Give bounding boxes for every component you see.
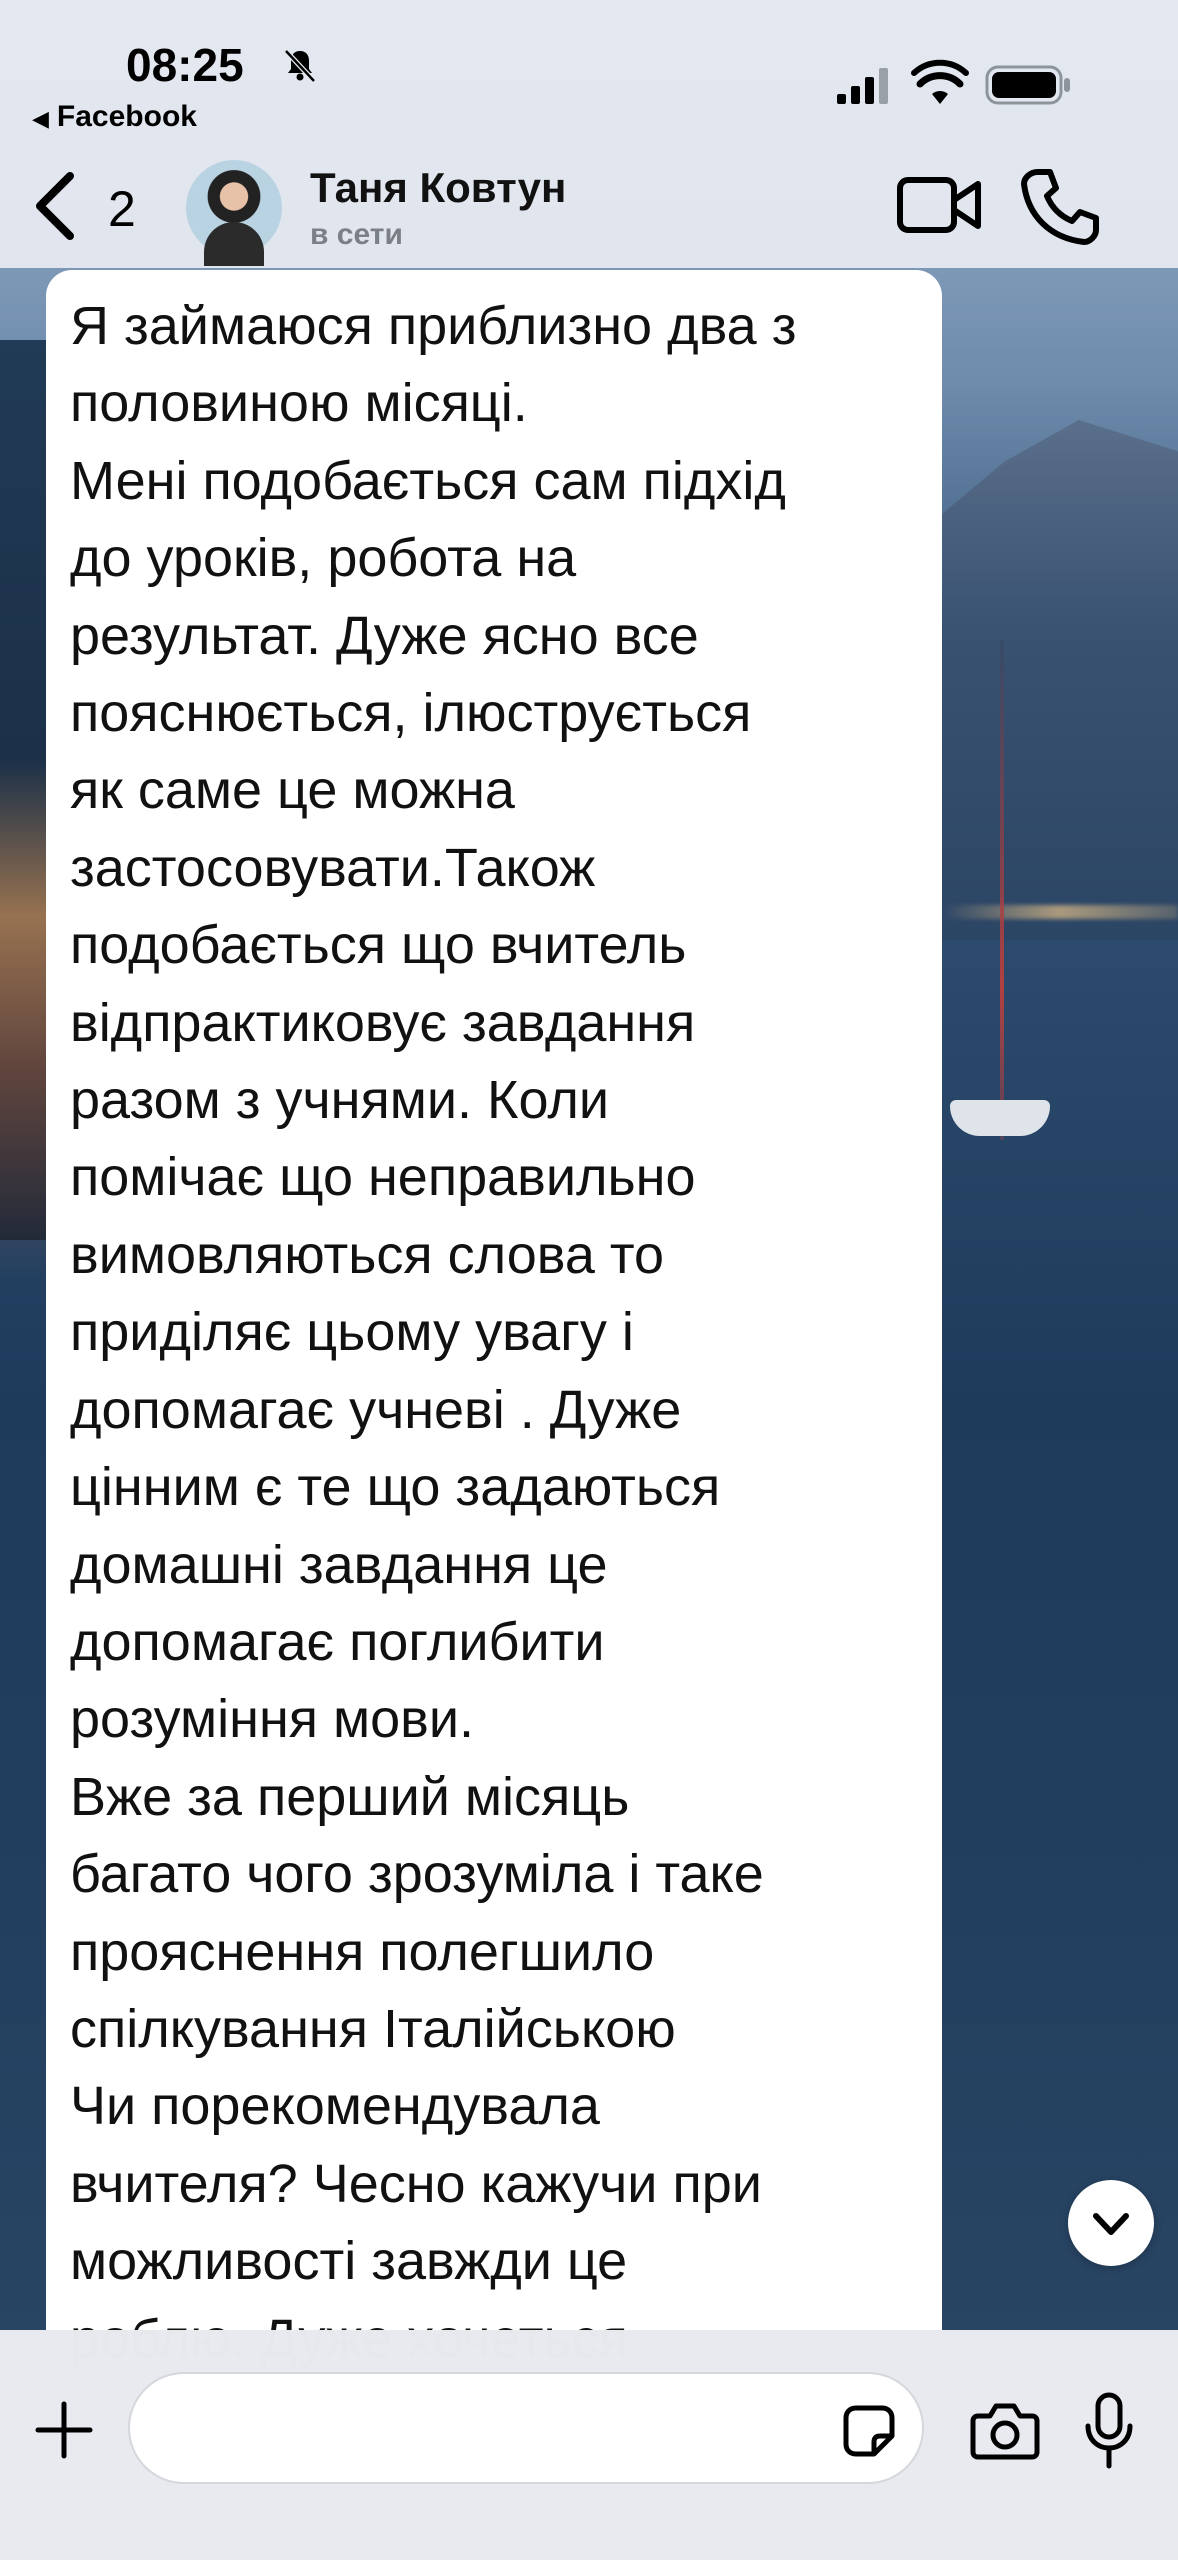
message-line: Мені подобається сам підхід — [70, 450, 786, 511]
message-line: прояснення полегшило — [70, 1921, 655, 1982]
message-line: разом з учнями. Коли — [70, 1070, 609, 1131]
chat-header — [0, 0, 1178, 268]
message-line: домашні завдання це — [70, 1534, 608, 1595]
message-composer — [0, 2330, 1178, 2560]
message-line: допомагає поглибити — [70, 1611, 605, 1672]
message-line: допомагає учневі . Дуже — [70, 1379, 682, 1440]
message-line: половиною місяці. — [70, 373, 528, 434]
message-line: пояснюється, ілюструється — [70, 683, 752, 744]
contact-name[interactable]: Таня Ковтун — [310, 164, 567, 211]
bell-slash-icon — [280, 46, 320, 86]
wallpaper-boat-mast — [1000, 640, 1004, 1140]
video-call-icon[interactable] — [896, 170, 982, 240]
message-line: як саме це можна — [70, 760, 515, 821]
sticker-icon[interactable] — [842, 2404, 896, 2458]
message-line: спілкування Італійською — [70, 1998, 676, 2059]
wallpaper-boat-hull — [950, 1100, 1050, 1136]
wallpaper-shore-lights — [940, 905, 1178, 919]
message-input[interactable] — [128, 2372, 924, 2484]
message-line: Чи порекомендувала — [70, 2076, 600, 2137]
message-line: цінним є те що задаються — [70, 1457, 721, 1518]
cellular-signal-icon — [835, 66, 895, 106]
message-line: відпрактиковує завдання — [70, 992, 696, 1053]
message-line: результат. Дуже ясно все — [70, 605, 699, 666]
plus-icon[interactable] — [34, 2400, 94, 2460]
contact-status: в сети — [310, 218, 403, 251]
message-line: застосовувати.Також — [70, 837, 596, 898]
chevron-left-icon[interactable] — [30, 170, 82, 242]
message-line: подобається що вчитель — [70, 915, 687, 976]
phone-icon[interactable] — [1020, 166, 1100, 246]
chevron-down-icon — [1090, 2204, 1132, 2244]
message-line: вчителя? Чесно кажучи при — [70, 2153, 762, 2214]
back-to-app-link[interactable] — [32, 100, 197, 134]
message-line: розуміння мови. — [70, 1689, 475, 1750]
status-time: 08:25 — [126, 39, 244, 91]
message-line: багато чого зрозуміла і таке — [70, 1844, 764, 1905]
camera-icon[interactable] — [970, 2400, 1040, 2460]
microphone-icon[interactable] — [1082, 2392, 1136, 2470]
message-text — [46, 270, 942, 2378]
wallpaper-mountain-right — [930, 420, 1178, 940]
message-line: приділяє цьому увагу і — [70, 1302, 634, 1363]
message-line: можливості завжди це — [70, 2231, 628, 2292]
message-line: Я займаюся приблизно два з — [70, 296, 797, 356]
message-bubble[interactable] — [46, 270, 942, 2330]
message-line: помічає що неправильно — [70, 1147, 696, 1208]
wifi-icon — [912, 60, 968, 106]
avatar-shoulders — [204, 222, 264, 266]
scroll-to-bottom-button[interactable] — [1068, 2180, 1154, 2266]
battery-icon — [985, 64, 1073, 106]
message-line: Вже за перший місяць — [70, 1766, 630, 1827]
message-line: до уроків, робота на — [70, 528, 577, 589]
back-app-label: Facebook — [56, 100, 197, 133]
back-triangle-icon: ◀ — [32, 106, 49, 131]
message-line: вимовляються слова то — [70, 1224, 665, 1285]
unread-count[interactable]: 2 — [108, 181, 136, 237]
avatar[interactable] — [186, 160, 282, 256]
